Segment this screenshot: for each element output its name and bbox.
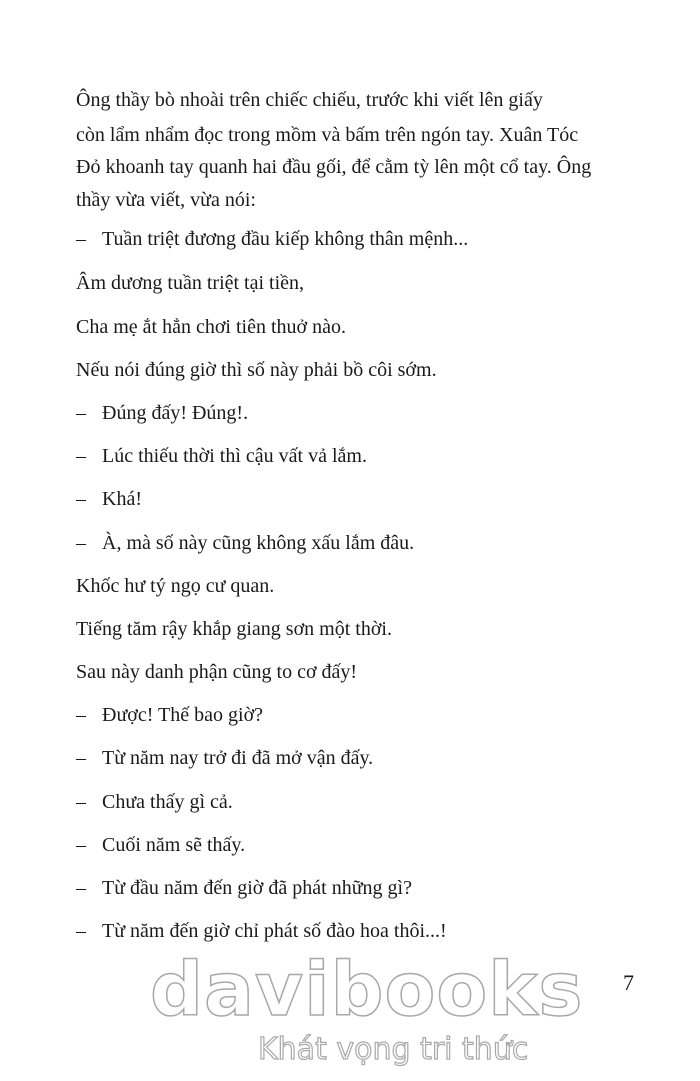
dialogue-dash: – — [76, 791, 86, 813]
dialogue-dash: – — [76, 747, 86, 769]
verse-line: Âm dương tuần triệt tại tiền, — [76, 272, 305, 294]
dialogue-line: – Cuối năm sẽ thấy. — [76, 828, 636, 863]
dialogue-dash: – — [76, 877, 86, 899]
dialogue-dash: – — [76, 704, 86, 726]
body-line: Sau này danh phận cũng to cơ đấy! — [76, 661, 358, 683]
dialogue-line: – Được! Thế bao giờ? — [76, 698, 636, 733]
dialogue-dash: – — [76, 228, 86, 250]
body-line: Nếu nói đúng giờ thì số này phải bồ côi sớm. — [76, 359, 437, 381]
watermark-tagline: Khát vọng tri thức — [258, 1032, 529, 1067]
verse-line: Khốc hư tý ngọ cư quan. — [76, 575, 275, 597]
dialogue-dash: – — [76, 920, 86, 942]
dialogue-dash: – — [76, 532, 86, 554]
dialogue-line: – Chưa thấy gì cả. — [76, 785, 636, 820]
body-line: Đỏ khoanh tay quanh hai đầu gối, để cằm tỳ lên một cổ tay. Ông — [76, 156, 592, 178]
page-number: 7 — [623, 970, 634, 995]
body-line: còn lẩm nhẩm đọc trong mồm và bấm trên ngón tay. Xuân Tóc — [76, 124, 579, 146]
dialogue-dash: – — [76, 402, 86, 424]
dialogue-line: – À, mà số này cũng không xấu lắm đâu. — [76, 526, 636, 561]
dialogue-line: – Từ năm đến giờ chỉ phát số đào hoa thôi...! — [76, 914, 636, 949]
dialogue-line: – Đúng đấy! Đúng!. — [76, 396, 636, 431]
dialogue-dash: – — [76, 488, 86, 510]
watermark — [150, 947, 584, 1080]
dialogue-dash: – — [76, 445, 86, 467]
watermark-logo: davibooks — [150, 947, 584, 1033]
dialogue-line: – Lúc thiếu thời thì cậu vất vả lắm. — [76, 439, 636, 474]
body-line: Ông thầy bò nhoài trên chiếc chiếu, trước khi viết lên giấy — [76, 89, 543, 111]
dialogue-line: – Khá! — [76, 482, 636, 517]
dialogue-dash: – — [76, 834, 86, 856]
dialogue-line: – Từ năm nay trở đi đã mở vận đấy. — [76, 741, 636, 776]
dialogue-line: – Tuần triệt đương đầu kiếp không thân mệnh... — [76, 222, 636, 257]
verse-line: Cha mẹ ắt hẳn chơi tiên thuở nào. — [76, 316, 346, 338]
body-line: thầy vừa viết, vừa nói: — [76, 189, 256, 211]
verse-line: Tiếng tăm rậy khắp giang sơn một thời. — [76, 618, 392, 640]
dialogue-line: – Từ đầu năm đến giờ đã phát những gì? — [76, 871, 636, 906]
